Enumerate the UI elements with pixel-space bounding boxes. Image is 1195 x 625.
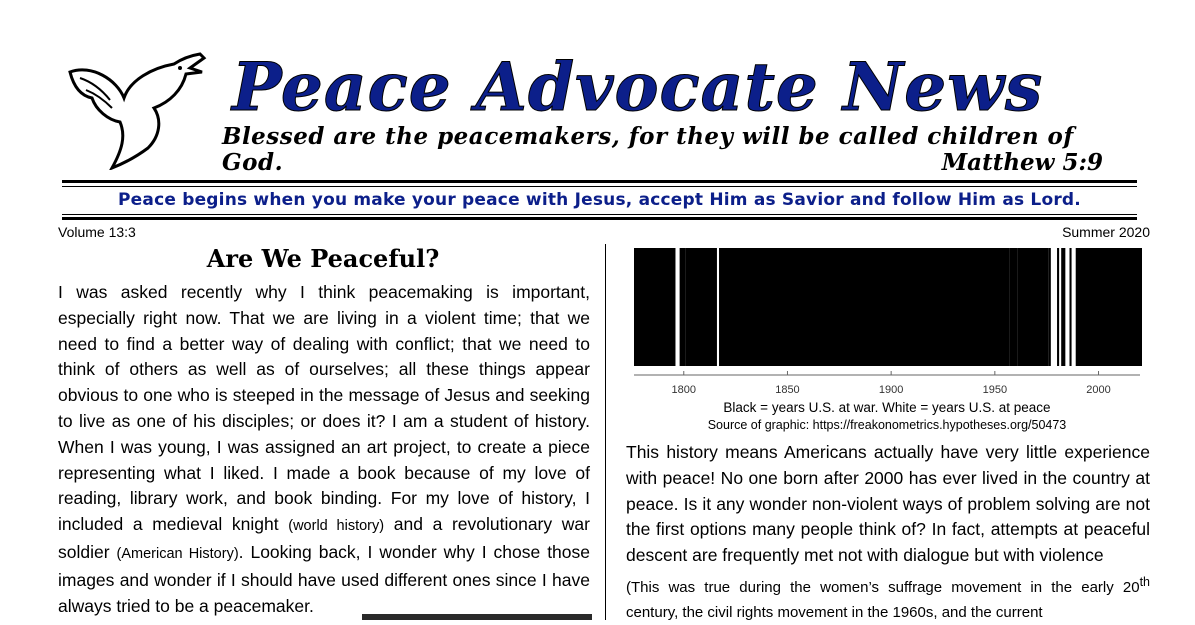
tagline-rule-thin (62, 214, 1137, 215)
issue-season: Summer 2020 (1062, 224, 1150, 240)
war-period-bar (680, 248, 686, 366)
article-body (58, 280, 590, 619)
article-title: Are We Peaceful? (206, 244, 440, 273)
dove-logo-icon (62, 50, 212, 170)
tagline: Peace begins when you make your peace with Jesus, accept Him as Savior and follow Him as Lord. (118, 190, 1081, 210)
right-paragraph: This history means Americans actually have very little experience with peace! No one born after 2000 has ever lived in the country at peace. Is it any wonder non-violent ways of problem solving are not the first options many people think of? In fact, attempts at peaceful descent are frequently met not with dialogue but with violence (626, 442, 1150, 566)
superscript-th: th (1139, 575, 1150, 589)
war-period-bar (1076, 248, 1142, 366)
masthead-rule-top (62, 180, 1137, 183)
article-photo (362, 614, 592, 620)
masthead-verse: Blessed are the peacemakers, for they will be called children of God. (222, 123, 1074, 176)
verse-reference: Matthew 5:9 (941, 149, 1103, 176)
right-article-body (626, 440, 1150, 569)
war-period-bar (1057, 248, 1059, 366)
right-parenthetical (626, 570, 1150, 625)
x-tick-label: 1950 (982, 384, 1008, 396)
article-paragraph: I was asked recently why I think peacemaking is important, especially right now. That we are living in a violent time; that we need to find a better way of dealing with conflict; that we need to think of others as well as of ourselves; all these things appear obvious to one who is steeped in the message of Jesus and seeking to live as one of his disciples; or does it? I am a student of history. When I was young, I was assigned an art project, to create a piece representing what I liked. I made a book because of my love of reading, library work, and book binding. For my love of history, I included a medieval knight (58, 282, 590, 535)
right-parenthetical-a: (This was true during the women’s suffrage movement in the early 20 (626, 579, 1140, 596)
war-period-bar (1049, 248, 1051, 366)
x-tick-label: 1800 (671, 384, 697, 396)
war-period-bar (1009, 248, 1013, 366)
masthead-rule-thin (62, 186, 1137, 187)
war-period-bar (1020, 248, 1049, 366)
war-period-bar (686, 248, 717, 366)
right-parenthetical-b: century, the civil rights movement in the 1960s, and the current (626, 604, 1043, 621)
war-period-bar (634, 248, 675, 366)
x-tick-label: 1850 (775, 384, 800, 396)
american-history-note: (American History) (116, 545, 239, 562)
war-period-bar (1014, 248, 1018, 366)
tagline-rule-bottom (62, 217, 1137, 220)
x-tick-label: 2000 (1086, 384, 1111, 396)
war-period-bar (1061, 248, 1065, 366)
war-timeline-chart (632, 248, 1142, 398)
article-paragraph-cont: and a revolutionary war soldier (58, 514, 590, 562)
article-paragraph-end: . Looking back, I wonder why I chose those images and wonder if I should have used different ones since I have always tried to be a peacemaker. (58, 541, 591, 616)
volume-label: Volume 13:3 (58, 224, 136, 240)
chart-source: Source of graphic: https://freakonometrics.hypotheses.org/50473 (707, 418, 1067, 432)
war-period-bar (1069, 248, 1071, 366)
newsletter-title: Peace Advocate News (232, 48, 1044, 126)
column-divider (605, 244, 606, 620)
war-period-bar (719, 248, 1009, 366)
world-history-note: (world history) (288, 518, 385, 535)
x-tick-label: 1900 (878, 384, 904, 396)
chart-caption: Black = years U.S. at war. White = years U.S. at peace (723, 400, 1051, 415)
